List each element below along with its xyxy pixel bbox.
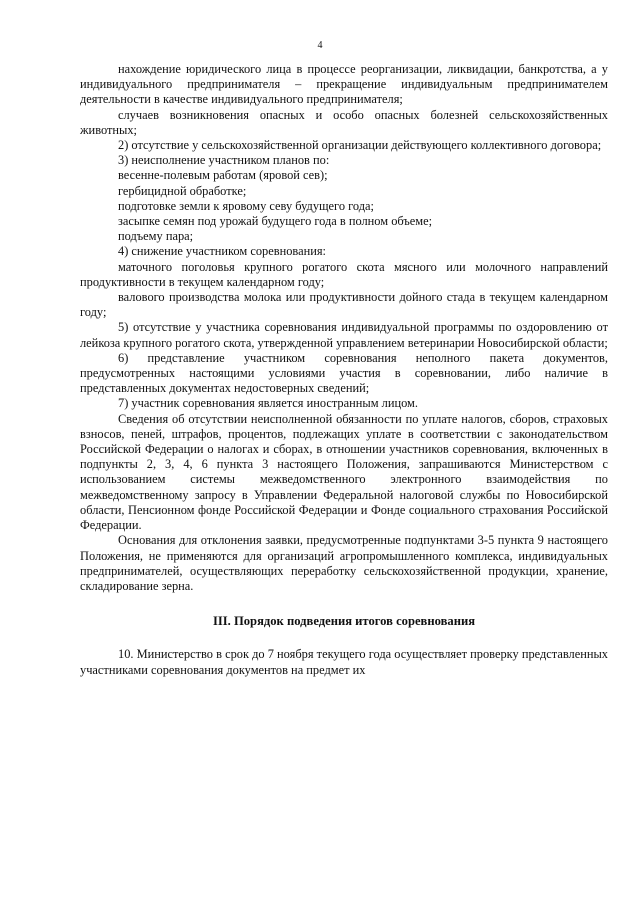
paragraph: маточного поголовья крупного рогатого скота мясного или молочного направлений продуктивности в текущем календарном году;	[80, 259, 608, 289]
section-heading: III. Порядок подведения итогов соревнования	[212, 614, 476, 629]
paragraph: 5) отсутствие у участника соревнования индивидуальной программы по оздоровлению от лейкоза крупного рогатого скота, утвержденной управлением ветеринарии Новосибирской области;	[80, 320, 608, 350]
paragraph: нахождение юридического лица в процессе реорганизации, ликвидации, банкротства, а у индивидуального предпринимателя – прекращение индивидуальным предпринимателем деятельности в качестве индивидуального предпринимателя;	[80, 62, 608, 107]
paragraph: 6) представление участником соревнования неполного пакета документов, предусмотренных настоящими условиями участия в соревновании, либо наличие в представленных документах недостоверных сведений;	[80, 350, 608, 396]
paragraph: валового производства молока или продуктивности дойного стада в текущем календарном году;	[80, 290, 608, 320]
paragraph: засыпке семян под урожай будущего года в полном объеме;	[118, 214, 433, 229]
paragraph: 7) участник соревнования является иностранным лицом.	[118, 396, 418, 411]
paragraph: Сведения об отсутствии неисполненной обязанности по уплате налогов, сборов, страховых взносов, пеней, штрафов, процентов, подлежащих уплате в соответствии с законодательством Российской Федерации о налогах и сборах, в отношении участников соревнования, включенных в подпункты 2, 3, 4, 6 пункта 3 настоящего Положения, запрашиваются Министерством с использованием системы межведомственного электронного взаимодействия по межведомственному запросу в Управлении Федеральной налоговой службы по Новосибирской области, Пенсионном фонде Российской Федерации и Фонде социального страхования Российской Федерации.	[80, 411, 608, 533]
paragraph: 2) отсутствие у сельскохозяйственной организации действующего коллективного договора;	[118, 138, 602, 153]
paragraph: подготовке земли к яровому севу будущего года;	[118, 198, 374, 213]
paragraph: 3) неисполнение участником планов по:	[118, 153, 330, 168]
paragraph: Основания для отклонения заявки, предусмотренные подпунктами 3-5 пункта 9 настоящего Положения, не применяются для организаций агропромышленного комплекса, индивидуальных предпринимателей, осуществляющих переработку сельскохозяйственной продукции, хранение, складирование зерна.	[80, 533, 608, 593]
page-number: 4	[317, 40, 323, 51]
document-body	[80, 62, 608, 678]
paragraph: 4) снижение участником соревнования:	[118, 244, 326, 259]
paragraph: случаев возникновения опасных и особо опасных болезней сельскохозяйственных животных;	[80, 107, 608, 137]
paragraph: 10. Министерство в срок до 7 ноября текущего года осуществляет проверку представленных участниками соревнования документов на предмет их	[80, 647, 608, 677]
paragraph: весенне-полевым работам (яровой сев);	[118, 168, 328, 183]
paragraph: подъему пара;	[118, 229, 194, 244]
paragraph: гербицидной обработке;	[118, 183, 247, 198]
